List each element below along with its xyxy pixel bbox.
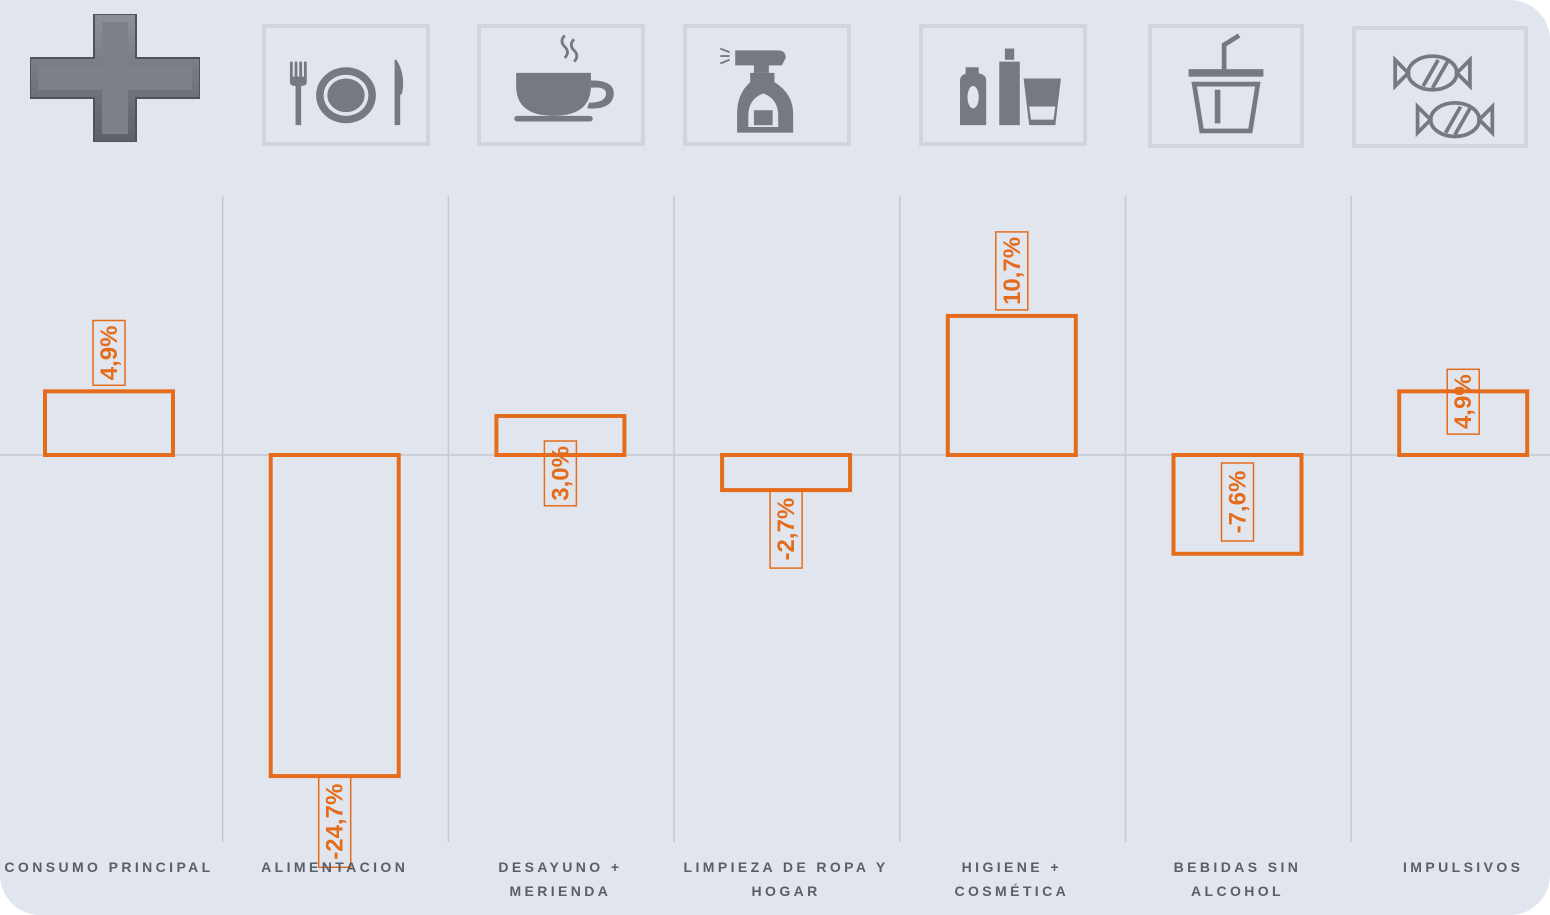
value-label-text: 4,9% (1450, 374, 1478, 430)
category-label: COSMÉTICA (954, 883, 1070, 899)
value-label (1447, 369, 1479, 434)
category-label: LIMPIEZA DE ROPA Y (683, 859, 889, 875)
category-label: DESAYUNO + (498, 859, 623, 875)
value-label (996, 232, 1028, 310)
bar (722, 455, 850, 490)
value-label (770, 490, 802, 568)
category-label: HOGAR (751, 883, 821, 899)
bar (45, 391, 173, 455)
value-label (544, 441, 576, 506)
value-label-text: 10,7% (998, 236, 1026, 305)
category-label: ALIMENTACION (261, 859, 409, 875)
value-label-text: -2,7% (773, 497, 801, 561)
value-label-text: -7,6% (1224, 470, 1252, 534)
bar (271, 455, 399, 776)
value-label-text: -24,7% (321, 783, 349, 860)
value-label (93, 321, 125, 386)
category-label: MERIENDA (509, 883, 612, 899)
category-label: IMPULSIVOS (1403, 859, 1524, 875)
category-label: ALCOHOL (1190, 883, 1285, 899)
value-label-text: 4,9% (96, 325, 123, 381)
category-label: HIGIENE + (961, 859, 1062, 875)
category-label: BEBIDAS SIN (1173, 859, 1302, 875)
category-label: CONSUMO PRINCIPAL (4, 859, 214, 875)
value-label (319, 776, 351, 867)
bar (948, 316, 1076, 455)
value-label-text: 3,0% (547, 446, 575, 501)
value-label (1222, 463, 1254, 541)
